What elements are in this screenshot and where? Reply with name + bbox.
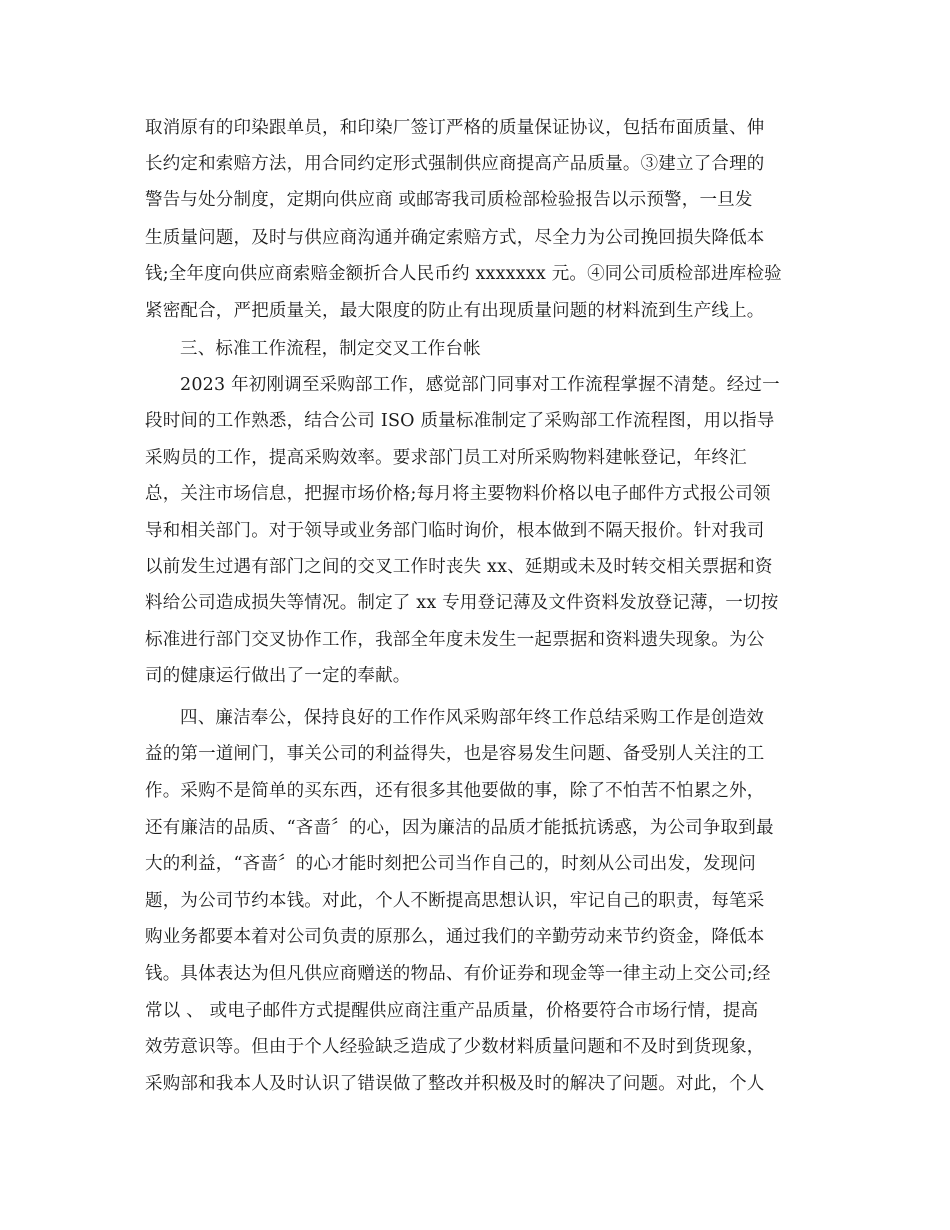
- body-text-line: 紧密配合，严把质量关，最大限度的防止有出现质量问题的材料流到生产线上。: [145, 301, 765, 321]
- body-text-line: 导和相关部门。对于领导或业务部门临时询价，根本做到不隔天报价。针对我司: [145, 521, 765, 541]
- body-text-line: 司的健康运行做出了一定的奉献。: [145, 666, 411, 686]
- body-text-line: 总，关注市场信息，把握市场价格;每月将主要物料价格以电子邮件方式报公司领: [145, 484, 771, 504]
- body-text-line: 采购部和我本人及时认识了错误做了整改并积极及时的解决了问题。对此，个人: [145, 1074, 765, 1094]
- body-text-line: 还有廉洁的品质、“吝啬〞的心，因为廉洁的品质才能抵抗诱惑，为公司争取到最: [145, 818, 774, 838]
- body-text-line: 益的第一道闸门，事关公司的利益得失，也是容易发生问题、备受别人关注的工: [145, 744, 765, 764]
- body-text-line: 钱;全年度向供应商索赔金额折合人民币约 xxxxxxx 元。④同公司质检部进库检验: [145, 264, 782, 284]
- body-text-line: 采购员的工作，提高采购效率。要求部门员工对所采购物料建帐登记，年终汇: [145, 448, 747, 468]
- body-text-line: 长约定和索赔方法，用合同约定形式强制供应商提高产品质量。③建立了合理的: [145, 154, 765, 174]
- section-heading: 四、廉洁奉公，保持良好的工作作风采购部年终工作总结采购工作是创造效: [180, 708, 765, 728]
- body-text-line: 钱。具体表达为但凡供应商赠送的物品、有价证券和现金等一律主动上交公司;经: [145, 964, 771, 984]
- body-text-line: 标准进行部门交叉协作工作，我部全年度未发生一起票据和资料遗失现象。为公: [145, 630, 765, 650]
- body-text-line: 生质量问题，及时与供应商沟通并确定索赔方式，尽全力为公司挽回损失降低本: [145, 228, 765, 248]
- section-heading: 三、标准工作流程，制定交叉工作台帐: [180, 339, 481, 359]
- body-text-line: 料给公司造成损失等情况。制定了 xx 专用登记薄及文件资料发放登记薄，一切按: [145, 593, 779, 613]
- body-text-line: 取消原有的印染跟单员，和印染厂签订严格的质量保证协议，包括布面质量、伸: [145, 118, 765, 138]
- body-text-line: 作。采购不是简单的买东西，还有很多其他要做的事，除了不怕苦不怕累之外，: [145, 781, 765, 801]
- body-text-line: 警告与处分制度，定期向供应商 或邮寄我司质检部检验报告以示预警，一旦发: [145, 190, 753, 210]
- body-text-line: 常以 、 或电子邮件方式提醒供应商注重产品质量，价格要符合市场行情，提高: [145, 1001, 759, 1021]
- body-text-line: 以前发生过遇有部门之间的交叉工作时丧失 xx、延期或未及时转交相关票据和资: [145, 557, 773, 577]
- body-text-line: 购业务都要本着对公司负责的原那么，通过我们的辛勤劳动来节约资金，降低本: [145, 927, 765, 947]
- body-text-line: 大的利益，“吝啬〞的心才能时刻把公司当作自己的，时刻从公司出发，发现问: [145, 854, 756, 874]
- body-text-line: 段时间的工作熟悉，结合公司 ISO 质量标准制定了采购部工作流程图，用以指导: [145, 411, 775, 431]
- body-text-line: 2023 年初刚调至采购部工作，感觉部门同事对工作流程掌握不清楚。经过一: [180, 375, 780, 395]
- body-text-line: 效劳意识等。但由于个人经验缺乏造成了少数材料质量问题和不及时到货现象，: [145, 1037, 765, 1057]
- body-text-line: 题，为公司节约本钱。对此，个人不断提高思想认识，牢记自己的职责，每笔采: [145, 891, 765, 911]
